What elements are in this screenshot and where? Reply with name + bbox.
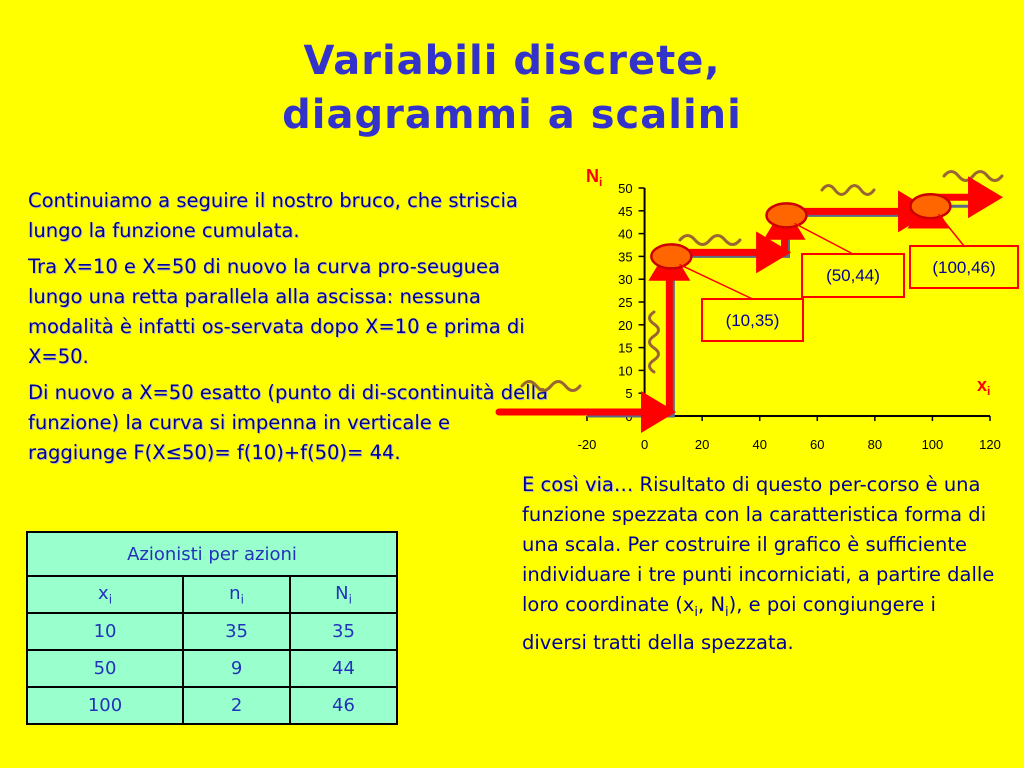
- table-caption: Azionisti per azioni: [27, 532, 397, 576]
- table-cell: 9: [183, 650, 290, 687]
- header-ni: $n_i$: [183, 576, 290, 613]
- table-cell: 10: [27, 613, 183, 650]
- table-cell: 50: [27, 650, 183, 687]
- right-text-part-2: , N: [698, 593, 726, 616]
- right-lead: E così via…: [522, 473, 634, 496]
- x-axis-label: [977, 375, 990, 398]
- y-tick-label: 50: [618, 181, 633, 196]
- left-paragraph-2: Tra X=10 e X=50 di nuovo la curva pro-seuguea lungo una retta parallela alla ascissa: nessuna modalità è infatti os-servata dopo X=10 e prima di X=50.: [28, 255, 525, 368]
- table-cell: 35: [290, 613, 397, 650]
- y-axis-label-base: N: [586, 166, 599, 186]
- table-cell: 35: [183, 613, 290, 650]
- caterpillar-squiggle: [822, 186, 874, 195]
- callout-label: (50,44): [826, 266, 880, 285]
- y-tick-label: 15: [618, 340, 633, 356]
- caterpillar-squiggle: [522, 382, 580, 391]
- left-paragraph-3: Di nuovo a X=50 esatto (punto di di-scontinuità della funzione) la curva si impenna in verticale e raggiunge F(X≤50)= f(10)+f(50)= 44.: [28, 381, 548, 464]
- x-tick-label: -20: [577, 437, 597, 452]
- x-tick-label: 100: [921, 437, 944, 452]
- caterpillar-squiggle: [650, 312, 659, 372]
- slide-title-line-2: diagrammi a scalini: [282, 92, 742, 138]
- y-axis-label-sub: i: [599, 175, 603, 189]
- right-sub-x: i: [694, 604, 699, 620]
- y-tick-label: 35: [618, 249, 633, 265]
- callout-connector: [679, 264, 752, 299]
- y-tick-label: 5: [625, 386, 633, 402]
- x-axis-label-sub: i: [987, 384, 991, 398]
- x-axis-label-base: x: [977, 375, 988, 395]
- callout-label: (100,46): [932, 258, 996, 277]
- x-tick-label: 20: [694, 437, 710, 452]
- caterpillar-squiggle: [680, 236, 740, 245]
- callout-connector: [938, 214, 964, 246]
- x-tick-label: 120: [979, 437, 1001, 452]
- x-tick-label: 40: [752, 437, 767, 452]
- x-tick-label: 0: [640, 437, 649, 452]
- y-tick-label: 0: [625, 409, 633, 424]
- y-tick-label: 10: [618, 363, 633, 379]
- right-sub-n: i: [725, 604, 729, 620]
- header-Ni: $N_i$: [290, 576, 397, 613]
- caterpillar-squiggle: [944, 172, 1002, 181]
- y-tick-label: 30: [618, 272, 633, 288]
- table-cell: 2: [183, 687, 290, 724]
- slide-title-line-1: Variabili discrete,: [303, 38, 721, 84]
- x-tick-label: 80: [867, 437, 883, 452]
- highlight-point-marker: [651, 244, 691, 268]
- y-tick-label: 25: [618, 295, 633, 310]
- table-cell: 100: [27, 687, 183, 724]
- table-cell: 46: [290, 687, 397, 724]
- right-text-part-1: Risultato di questo per-corso è una funzione spezzata con la caratteristica forma di una scala. Per costruire il grafico è sufficiente individuare i tre punti incorniciati, a partire dalle loro coordinate (x: [522, 473, 995, 616]
- table-cell: 44: [290, 650, 397, 687]
- y-tick-label: 20: [618, 317, 633, 333]
- highlight-point-marker: [910, 194, 950, 218]
- header-xi: $x_i$: [27, 576, 183, 613]
- highlight-point-marker: [767, 203, 807, 227]
- x-tick-label: 60: [810, 437, 825, 452]
- y-axis-label: [586, 166, 602, 189]
- callout-label: (10,35): [725, 311, 780, 330]
- y-tick-label: 40: [618, 226, 633, 242]
- callout-connector: [795, 223, 854, 254]
- y-tick-label: 45: [618, 203, 633, 219]
- right-text-part-3: ), e poi congiungere i diversi tratti della spezzata.: [522, 593, 936, 654]
- left-paragraph-1: Continuiamo a seguire il nostro bruco, che striscia lungo la funzione cumulata.: [28, 189, 518, 242]
